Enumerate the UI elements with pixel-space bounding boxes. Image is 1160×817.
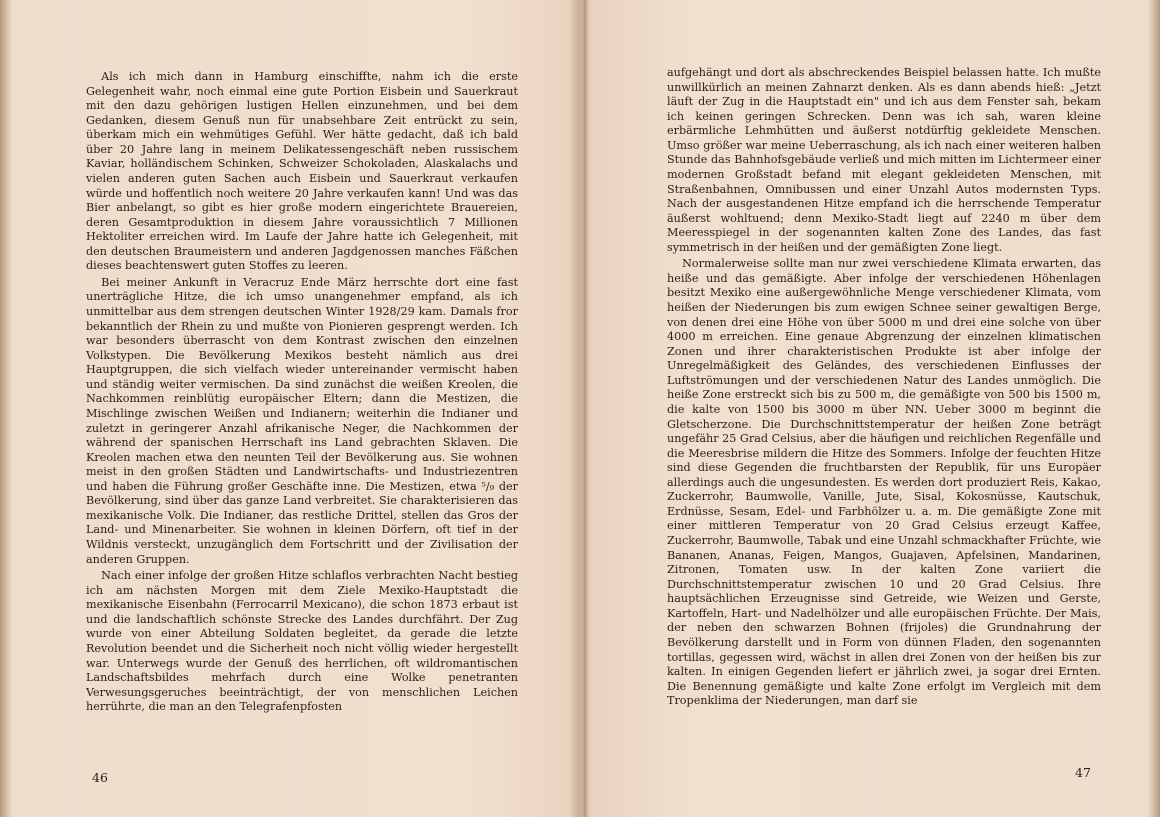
left-page-text [86, 70, 518, 715]
right-page-number: 47 [1075, 765, 1091, 780]
left-paragraph-2: Bei meiner Ankunft in Veracruz Ende März herrschte dort eine fast unerträgliche Hitze, die ich umso unangenehmer empfand, als ich unmittelbar aus dem strengen deutschen Winter 1928/29 kam. Damals fror bekanntlich der Rhein zu und mußte von Pionieren gesprengt werden. Ich war besonders überrascht von dem Kontrast zwischen den einzelnen Volkstypen. Die Bevölkerung Mexikos besteht nämlich aus drei Hauptgruppen, die sich vielfach wieder untereinander vermischt haben und ständig weiter vermischen. Da sind zunächst die weißen Kreolen, die Nachkommen reinblütig europäischer Eltern; dann die Mestizen, die Mischlinge zwischen Weißen und Indianern; weiterhin die Indianer und zuletzt in geringerer Anzahl afrikanische Neger, die Nachkommen der während der spanischen Herrschaft ins Land gebrachten Sklaven. Die Kreolen machen etwa den neunten Teil der Bevölkerung aus. Sie wohnen meist in den großen Städten und Landwirtschafts- und Industriezentren und haben die Führung großer Geschäfte inne. Die Mestizen, etwa ⁵/₉ der Bevölkerung, sind über das ganze Land verbreitet. Sie charakterisieren das mexikanische Volk. Die Indianer, das restliche Drittel, stellen das Gros der Land- und Minenarbeiter. Sie wohnen in kleinen Dörfern, oft tief in der Wildnis versteckt, unzugänglich dem Fortschritt und der Zivilisation der anderen Gruppen. [86, 275, 518, 566]
right-page-text [667, 66, 1101, 709]
left-paragraph-3: Nach einer infolge der großen Hitze schlaflos verbrachten Nacht bestieg ich am nächsten Morgen mit dem Ziele Mexiko-Hauptstadt die mexikanische Eisenbahn (Ferrocarril Mexicano), die schon 1873 erbaut ist und die landschaftlich schönste Strecke des Landes durchfährt. Der Zug wurde von einer Abteilung Soldaten begleitet, da gerade die letzte Revolution beendet und die Sicherheit noch nicht völlig wieder hergestellt war. Unterwegs wurde der Genuß des herrlichen, oft wildromantischen Landschaftsbildes mehrfach durch eine Wolke penetranten Verwesungsgeruches beeinträchtigt, der von menschlichen Leichen herrührte, die man an den Telegrafenpfosten [86, 569, 518, 714]
right-paragraph-2: Normalerweise sollte man nur zwei verschiedene Klimata erwarten, das heiße und das gemäßigte. Aber infolge der verschiedenen Höhenlagen besitzt Mexiko eine außergewöhnliche Menge verschiedener Klimata, vom heißen der Niederungen bis zum ewigen Schnee seiner gewaltigen Berge, von denen drei eine Höhe von über 5000 m und drei eine solche von über 4000 m erreichen. Eine genaue Abgrenzung der einzelnen klimatischen Zonen und ihrer charakteristischen Produkte ist aber infolge der Unregelmäßigkeit des Geländes, des verschiedenen Einflusses der Luftströmungen und der verschiedenen Natur des Landes unmöglich. Die heiße Zone erstreckt sich bis zu 500 m, die gemäßigte von 500 bis 1500 m, die kalte von 1500 bis 3000 m über NN. Ueber 3000 m beginnt die Gletscherzone. Die Durchschnittstemperatur der heißen Zone beträgt ungefähr 25 Grad Celsius, aber die häufigen und reichlichen Regenfälle und die Meeresbrise mildern die Hitze des Sommers. Infolge der feuchten Hitze sind diese Gegenden die fruchtbarsten der Republik, für uns Europäer allerdings auch die ungesundesten. Es werden dort produziert Reis, Kakao, Zuckerrohr, Baumwolle, Vanille, Jute, Sisal, Kokosnüsse, Kautschuk, Erdnüsse, Sesam, Edel- und Farbhölzer u. a. m. Die gemäßigte Zone mit einer mittleren Temperatur von 20 Grad Celsius erzeugt Kaffee, Zuckerrohr, Baumwolle, Tabak und eine Unzahl schmackhafter Früchte, wie Bananen, Ananas, Feigen, Mangos, Guajaven, Apfelsinen, Mandarinen, Zitronen, Tomaten usw. In der kalten Zone variiert die Durchschnittstemperatur zwischen 10 und 20 Grad Celsius. Ihre hauptsächlichen Erzeugnisse sind Getreide, wie Weizen und Gerste, Kartoffeln, Hart- und Nadelhölzer und alle europäischen Früchte. Der Mais, der neben den schwarzen Bohnen (frijoles) die Grundnahrung der Bevölkerung darstellt und in Form von dünnen Fladen, den sogenannten tortillas, gegessen wird, wächst in allen drei Zonen von der heißen bis zur kalten. In einigen Gegenden liefert er jährlich zwei, ja sogar drei Ernten. Die Benennung gemäßigte und kalte Zone erfolgt im Vergleich mit dem Tropenklima der Niederungen, man darf sie [667, 257, 1101, 708]
left-paragraph-1: Als ich mich dann in Hamburg einschiffte, nahm ich die erste Gelegenheit wahr, noch einmal eine gute Portion Eisbein und Sauerkraut mit den dazu gehörigen lustigen Hellen einzunehmen, und bei dem Gedanken, diesem Genuß nun für unabsehbare Zeit entrückt zu sein, überkam mich ein wehmütiges Gefühl. Wer hätte gedacht, daß ich bald über 20 Jahre lang in meinem Delikatessengeschäft neben russischem Kaviar, holländischem Schinken, Schweizer Schokoladen, Alaskalachs und vielen anderen guten Sachen auch Eisbein und Sauerkraut verkaufen würde und hoffentlich noch weitere 20 Jahre verkaufen kann! Und was das Bier anbelangt, so gibt es hier große modern eingerichtete Brauereien, deren Gesamtproduktion in diesem Jahre voraussichtlich 7 Millionen Hektoliter erreichen wird. Im Laufe der Jahre hatte ich Gelegenheit, mit den deutschen Braumeistern und anderen Jagdgenossen manches Fäßchen dieses beachtenswert guten Stoffes zu leeren. [86, 70, 518, 273]
book-fold [582, 0, 588, 817]
right-paragraph-1: aufgehängt und dort als abschreckendes Beispiel belassen hatte. Ich mußte unwillkürlich an meinen Zahnarzt denken. Als es dann abends hieß: „Jetzt läuft der Zug in die Hauptstadt ein" und ich aus dem Fenster sah, bekam ich keinen geringen Schrecken. Denn was ich sah, waren kleine erbärmliche Lehmhütten und äußerst notdürftig gekleidete Menschen. Umso größer war meine Ueberraschung, als ich nach einer weiteren halben Stunde das Bahnhofsgebäude verließ und mich mitten im Lichtermeer einer modernen Großstadt befand mit elegant gekleideten Menschen, mit Straßenbahnen, Omnibussen und einer Unzahl Autos modernsten Typs. Nach der ausgestandenen Hitze empfand ich die herrschende Temperatur äußerst wohltuend; denn Mexiko-Stadt liegt auf 2240 m über dem Meeresspiegel in der sogenannten kalten Zone des Landes, das fast symmetrisch in der heißen und der gemäßigten Zone liegt. [667, 66, 1101, 254]
left-page-number: 46 [92, 770, 108, 785]
